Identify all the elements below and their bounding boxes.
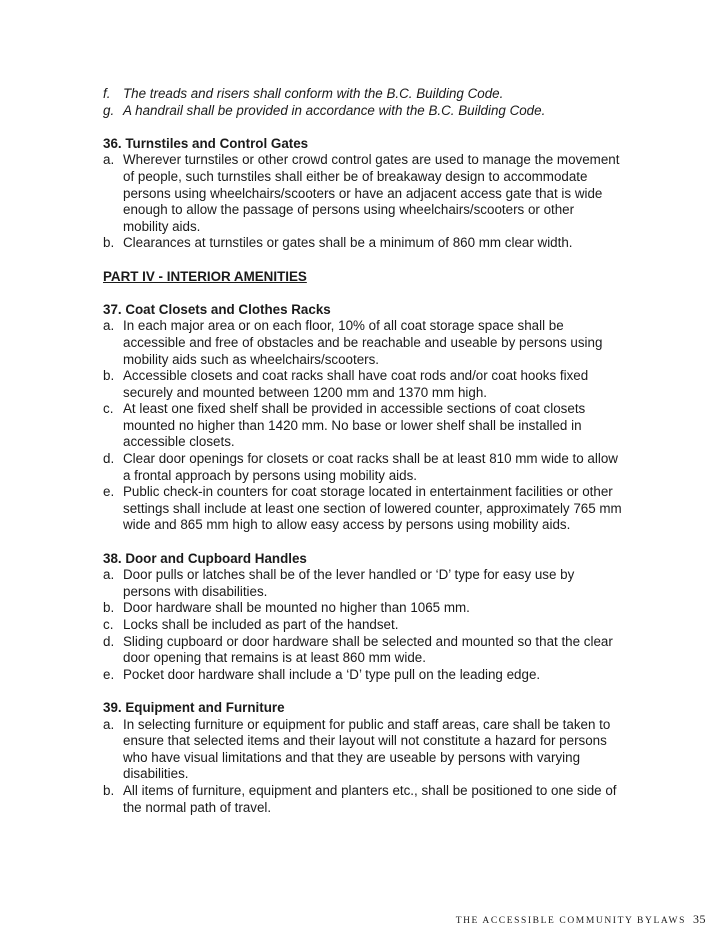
section-heading-37: 37. Coat Closets and Clothes Racks xyxy=(103,301,331,317)
item-label: g. xyxy=(103,102,115,118)
document-body xyxy=(103,86,623,816)
item-text: Clear door openings for closets or coat racks shall be at least 810 mm wide to allow a frontal approach by persons using mobility aids. xyxy=(123,451,618,483)
list-item xyxy=(103,667,623,684)
item-text: Sliding cupboard or door hardware shall be selected and mounted so that the clear door opening that remains is at least 860 mm wide. xyxy=(123,633,613,666)
item-text: In selecting furniture or equipment for public and staff areas, care shall be taken to ensure that selected items and their layout will not constitute a hazard for persons who have visual limitations and that they are useable by persons with varying disabilities. xyxy=(123,716,611,782)
item-text: Public check-in counters for coat storage located in entertainment facilities or other settings shall include at least one section of lowered counter, approximately 765 mm wide and 865 mm high to allow easy access by persons using mobility aids. xyxy=(123,484,622,533)
item-label: d. xyxy=(103,633,115,649)
item-label: b. xyxy=(103,235,115,251)
item-label: c. xyxy=(103,401,114,417)
item-text: At least one fixed shelf shall be provided in accessible sections of coat closets mounted no higher than 1420 mm. No base or lower shelf shall be installed in accessible closets. xyxy=(123,401,586,450)
list-item xyxy=(103,152,623,235)
list-item xyxy=(103,401,623,451)
item-label: b. xyxy=(103,368,115,384)
item-label: c. xyxy=(103,617,114,632)
list-item xyxy=(103,318,623,368)
list-item xyxy=(103,451,623,484)
list-item xyxy=(103,368,623,401)
item-label: f. xyxy=(103,86,111,101)
item-text: All items of furniture, equipment and planters etc., shall be positioned to one side of the normal path of travel. xyxy=(123,782,617,815)
item-label: d. xyxy=(103,451,115,467)
section-heading-36: 36. Turnstiles and Control Gates xyxy=(103,135,309,151)
list-item xyxy=(103,717,623,783)
page-number: 35 xyxy=(693,912,706,926)
item-text: Clearances at turnstiles or gates shall be a minimum of 860 mm clear width. xyxy=(123,235,573,251)
item-text: Accessible closets and coat racks shall have coat rods and/or coat hooks fixed securely and mounted between 1200 mm and 1370 mm high. xyxy=(123,368,589,400)
part-heading: PART IV - INTERIOR AMENITIES xyxy=(103,268,307,284)
section-heading-39: 39. Equipment and Furniture xyxy=(103,699,285,715)
list-item xyxy=(103,783,623,816)
item-label: e. xyxy=(103,666,115,682)
item-text: Door pulls or latches shall be of the lever handled or ‘D’ type for easy use by persons with disabilities. xyxy=(123,567,575,599)
item-label: a. xyxy=(103,567,115,583)
list-item xyxy=(103,103,623,120)
list-item xyxy=(103,484,623,534)
item-text: Door hardware shall be mounted no higher than 1065 mm. xyxy=(123,600,470,616)
item-label: e. xyxy=(103,484,115,500)
item-text: A handrail shall be provided in accordance with the B.C. Building Code. xyxy=(123,102,546,118)
item-label: a. xyxy=(103,152,115,168)
item-text: In each major area or on each floor, 10% of all coat storage space shall be accessible and free of obstacles and be reachable and useable by persons using mobility aids such as wheelchairs/scooters. xyxy=(123,318,603,367)
item-label: a. xyxy=(103,318,115,334)
section-heading-38: 38. Door and Cupboard Handles xyxy=(103,550,307,566)
item-label: b. xyxy=(103,600,115,616)
list-item xyxy=(103,617,623,634)
item-text: Pocket door hardware shall include a ‘D’ type pull on the leading edge. xyxy=(123,666,541,682)
list-item xyxy=(103,567,623,600)
item-text: The treads and risers shall conform with the B.C. Building Code. xyxy=(123,86,504,101)
list-item xyxy=(103,86,623,103)
list-item xyxy=(103,600,623,617)
page-footer xyxy=(456,911,706,930)
item-label: a. xyxy=(103,716,115,732)
item-text: Wherever turnstiles or other crowd control gates are used to manage the movement of people, such turnstiles shall either be of breakaway design to accommodate persons using wheelchairs/scooters or have an adjacent access gate that is wide enough to allow the passage of persons using wheelchairs/scooters or other mobility aids. xyxy=(123,152,620,234)
item-text: Locks shall be included as part of the handset. xyxy=(123,617,399,632)
list-item xyxy=(103,235,623,252)
list-item xyxy=(103,634,623,667)
item-label: b. xyxy=(103,782,115,798)
footer-title: THE ACCESSIBLE COMMUNITY BYLAWS xyxy=(455,916,687,926)
